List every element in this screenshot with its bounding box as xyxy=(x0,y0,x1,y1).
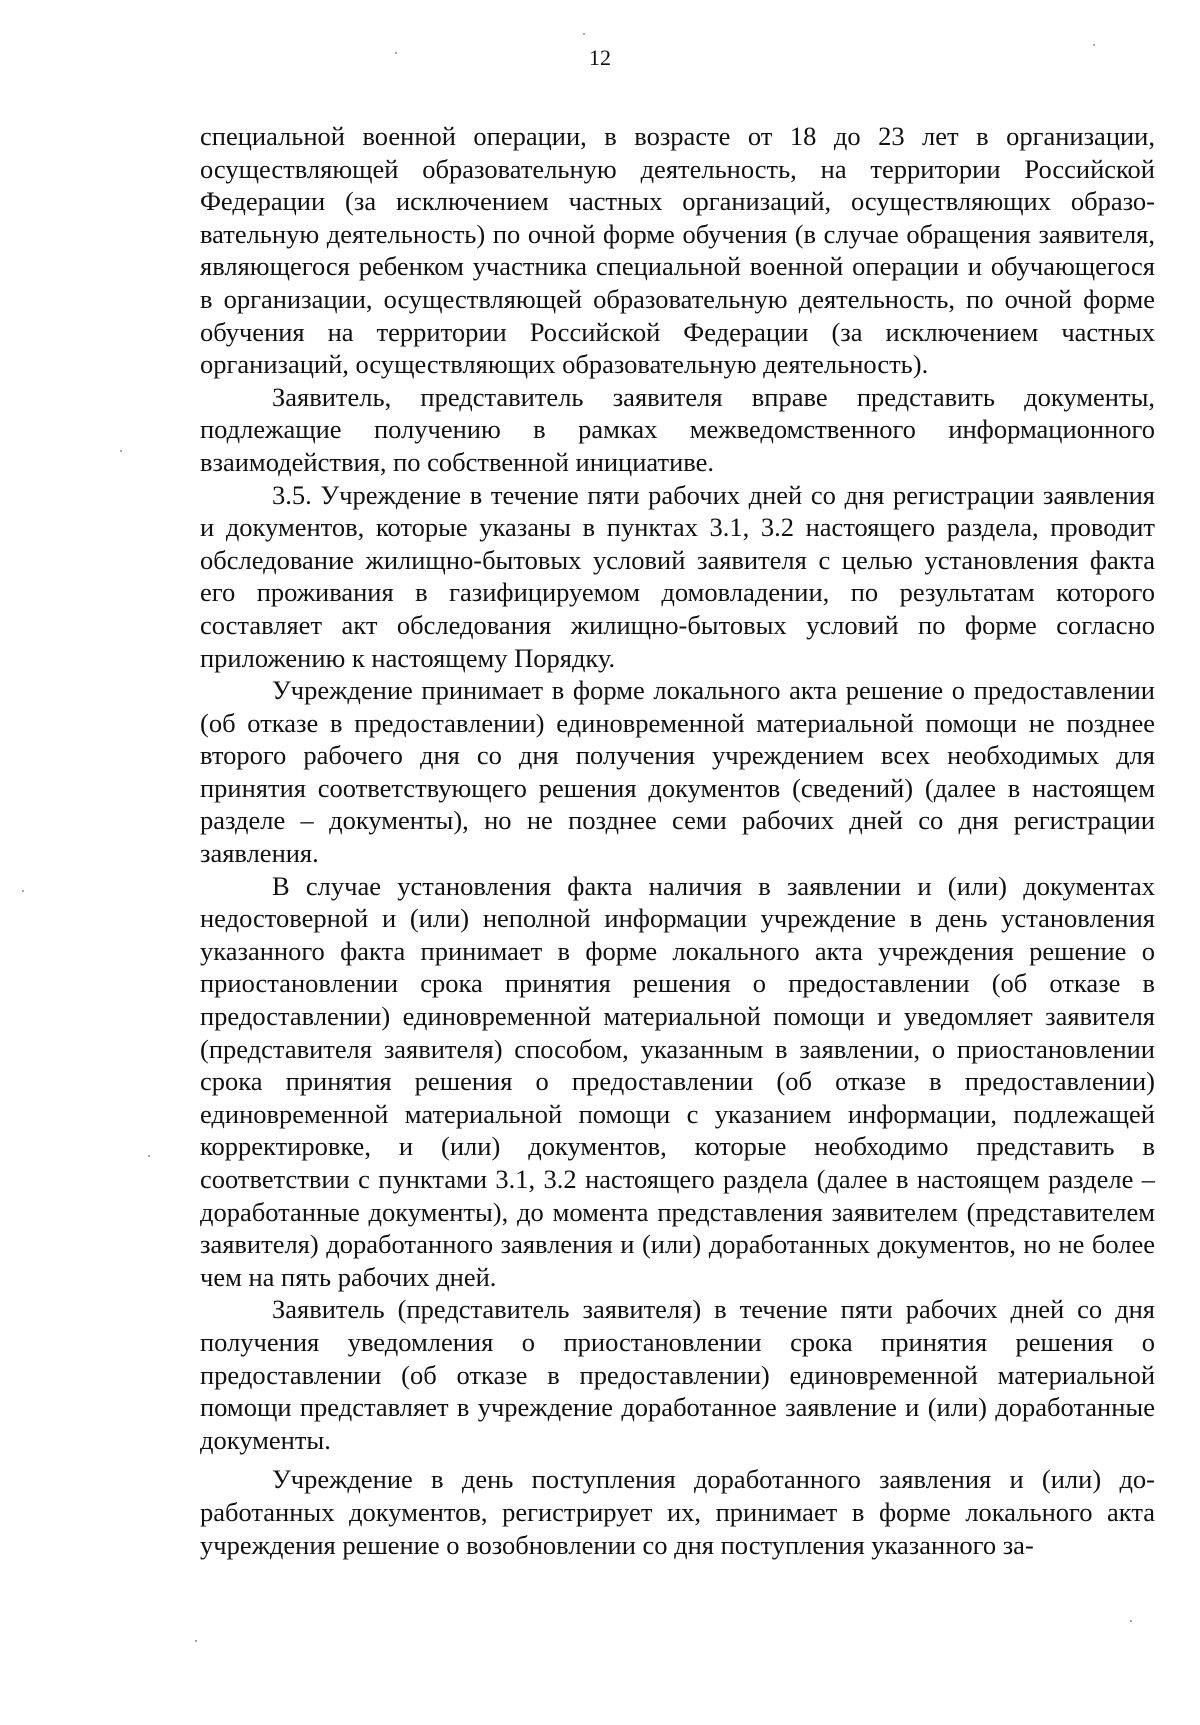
paragraph-resumption: Учреждение в день поступления доработанного заявления и (или) доработанных документов, регистрирует их, принимает в форме локального акта учреждения решение о возобновлении со дня поступления указанного за- xyxy=(200,1464,1155,1560)
page-number: 12 xyxy=(589,45,611,70)
scan-speck xyxy=(583,33,585,35)
paragraph-suspension: В случае установления факта наличия в заявлении и (или) документах недостоверной и (или) неполной информации учреждение в день установления указанного факта принимает в форме локального акта учреждения решение о приостановлении срока принятия решения о предоставлении (об отказе в предоставлении) единовременной материальной помощи и уведомляет заявителя (представителя заявителя) способом, указанным в заявлении, о приостановлении срока принятия решения о предоставлении (об отказе в предоставлении) единовременной материальной помощи с указанием информации, подлежащей корректировке, и (или) документов, которые необходимо представить в соответствии с пунктами 3.1, 3.2 настоящего раздела (далее в настоящем разделе – доработанные документы), до момента представления заявителем (представителем заявителя) доработанного заявления и (или) доработанных документов, но не более чем на пять рабочих дней. xyxy=(200,870,1155,1292)
scan-speck xyxy=(120,450,122,452)
scan-speck xyxy=(395,52,397,54)
paragraph-applicant-documents: Заявитель, представитель заявителя вправе представить документы, подлежащие получению в рамках межведомственного информационного взаимодействия, по собственной инициативе. xyxy=(200,381,1155,477)
paragraph-continuation: специальной военной операции, в возрасте от 18 до 23 лет в организации, осуществляющей образовательную деятельность, на территории Российской Федерации (за исключением частных организаций, осуществляющих образовательную деятельность) по очной форме обучения (в случае обращения заявителя, являющегося ребенком участника специальной военной операции и обучающегося в организации, осуществляющей образовательную деятельность, по очной форме обучения на территории Российской Федерации (за исключением частных организаций, осуществляющих образовательную деятельность). xyxy=(200,121,1155,380)
document-body xyxy=(200,120,1155,1561)
paragraph-3-5-inspection: 3.5. Учреждение в течение пяти рабочих дней со дня регистрации заявления и документов, которые указаны в пунктах 3.1, 3.2 настоящего раздела, проводит обследование жилищно-бытовых условий заявителя с целью установления факта его проживания в газифицируемом домовладении, по результатам которого составляет акт обследования жилищно-бытовых условий по форме согласно приложению к настоящему Порядку. xyxy=(200,479,1155,673)
scan-speck xyxy=(195,1640,197,1642)
scan-speck xyxy=(1093,44,1095,46)
scan-speck xyxy=(1130,1620,1132,1622)
scan-speck xyxy=(148,1155,150,1157)
paragraph-decision: Учреждение принимает в форме локального акта решение о предоставлении (об отказе в предоставлении) единовременной материальной помощи не позднее второго рабочего дня со дня получения учреждением всех необходимых для принятия соответствующего решения документов (сведений) (далее в настоящем разделе – документы), но не позднее семи рабочих дней со дня регистрации заявления. xyxy=(200,675,1155,869)
scan-speck xyxy=(22,890,24,892)
paragraph-revised-documents: Заявитель (представитель заявителя) в течение пяти рабочих дней со дня получения уведомления о приостановлении срока принятия решения о предоставлении (об отказе в предоставлении) единовременной материальной помощи представляет в учреждение доработанное заявление и (или) доработанные документы. xyxy=(200,1294,1155,1455)
